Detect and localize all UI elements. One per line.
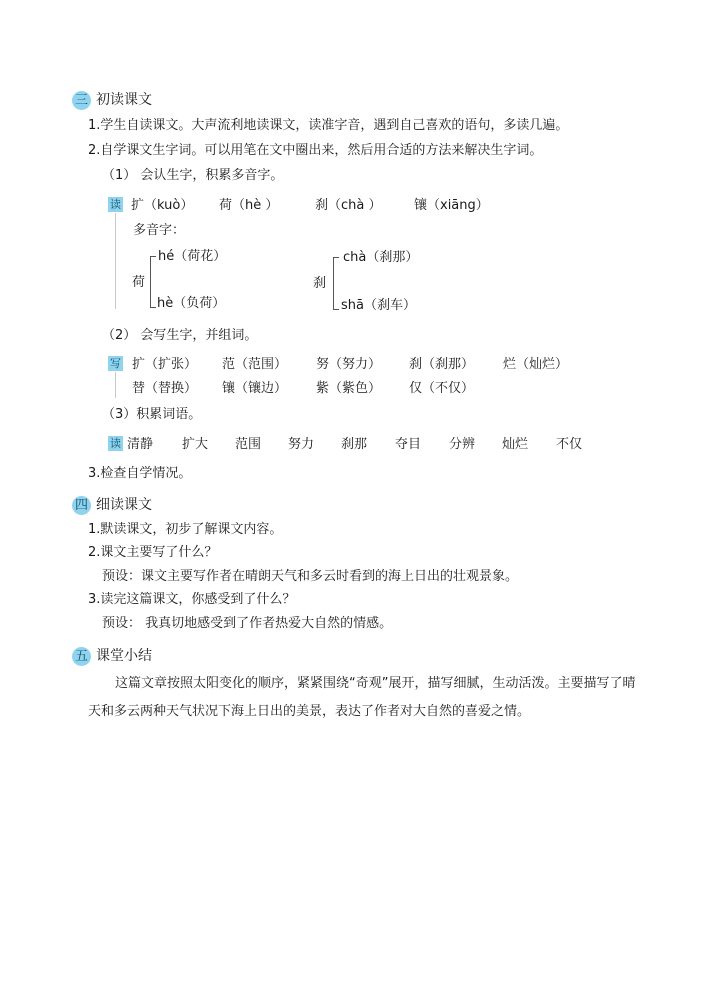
vocab-word: 努力 (288, 437, 315, 452)
write-tag-icon: 写 (110, 357, 121, 370)
vocab-item: 刹（chà ） (315, 198, 382, 213)
vocab-item: 镶（xiāng） (414, 198, 489, 213)
instruction-text: 2.自学课文生字词。可以用笔在文中圈出来，然后用合适的方法来解决生字词。 (88, 143, 543, 158)
instruction-text: 2.课文主要写了什么？ (88, 545, 218, 560)
polyphone-reading: shā（刹车） (341, 298, 416, 313)
sub-heading: （1） 会认生字，积累多音字。 (102, 168, 284, 183)
vocab-word: 灿烂 (502, 437, 529, 452)
vocab-word: 刹那 (341, 437, 368, 452)
summary-line: 天和多云两种天气状况下海上日出的美景，表达了作者对大自然的喜爱之情。 (88, 704, 531, 719)
summary-line: 这篇文章按照太阳变化的顺序，紧紧围绕“奇观”展开，描写细腻，生动活泼。主要描写了晴 (115, 676, 636, 691)
vocab-item: 扩（kuò） (131, 198, 194, 213)
sub-heading: （3）积累词语。 (102, 407, 202, 422)
section-number-badge: 三 (72, 91, 91, 110)
polyphone-char: 刹 (313, 276, 327, 291)
vocab-item: 紫（紫色） (316, 381, 382, 396)
vocab-word: 夺目 (395, 437, 422, 452)
instruction-text: 1.学生自读课文。大声流利地读课文，读准字音，遇到自己喜欢的语句，多读几遍。 (88, 118, 569, 133)
instruction-text: 1.默读课文，初步了解课文内容。 (88, 522, 283, 537)
vocab-item: 镶（镶边） (222, 381, 288, 396)
brace (150, 256, 156, 308)
vocab-word: 分辨 (449, 437, 476, 452)
divider-line (115, 213, 116, 309)
vocab-word: 扩大 (182, 437, 209, 452)
answer-text: 预设：课文主要写作者在晴朗天气和多云时看到的海上日出的壮观景象。 (102, 569, 519, 584)
polyphone-char: 荷 (132, 275, 146, 290)
section-number-badge: 五 (72, 647, 91, 666)
vocab-item: 扩（扩张） (132, 357, 198, 372)
vocab-word: 范围 (235, 437, 262, 452)
answer-text: 预设： 我真切地感受到了作者热爱大自然的情感。 (102, 616, 393, 631)
vocab-word: 清静 (127, 437, 154, 452)
polyphone-reading: hé（荷花） (158, 249, 227, 264)
section-title: 细读课文 (96, 497, 152, 513)
vocab-item: 替（替换） (132, 381, 198, 396)
polyphone-reading: hè（负荷） (157, 296, 226, 311)
read-tag-icon: 读 (110, 437, 121, 450)
section-title: 课堂小结 (96, 648, 152, 664)
instruction-text: 3.检查自学情况。 (88, 466, 192, 481)
read-tag-icon: 读 (110, 198, 121, 211)
brace (333, 257, 339, 310)
instruction-text: 3.读完这篇课文，你感受到了什么？ (88, 592, 296, 607)
polyphone-reading: chà（刹那） (343, 250, 419, 265)
vocab-word: 不仅 (556, 437, 583, 452)
vocab-item: 努（努力） (316, 357, 382, 372)
vocab-item: 烂（灿烂） (503, 357, 569, 372)
section-number-badge: 四 (72, 496, 91, 515)
vocab-item: 范（范围） (222, 357, 288, 372)
vocab-item: 刹（刹那） (409, 357, 475, 372)
vocab-item: 仅（不仅） (409, 381, 475, 396)
section-title: 初读课文 (96, 92, 152, 108)
polyphone-label: 多音字： (133, 223, 186, 238)
sub-heading: （2） 会写生字，并组词。 (102, 328, 258, 343)
vocab-item: 荷（hè ） (219, 198, 279, 213)
divider-line (115, 372, 116, 398)
